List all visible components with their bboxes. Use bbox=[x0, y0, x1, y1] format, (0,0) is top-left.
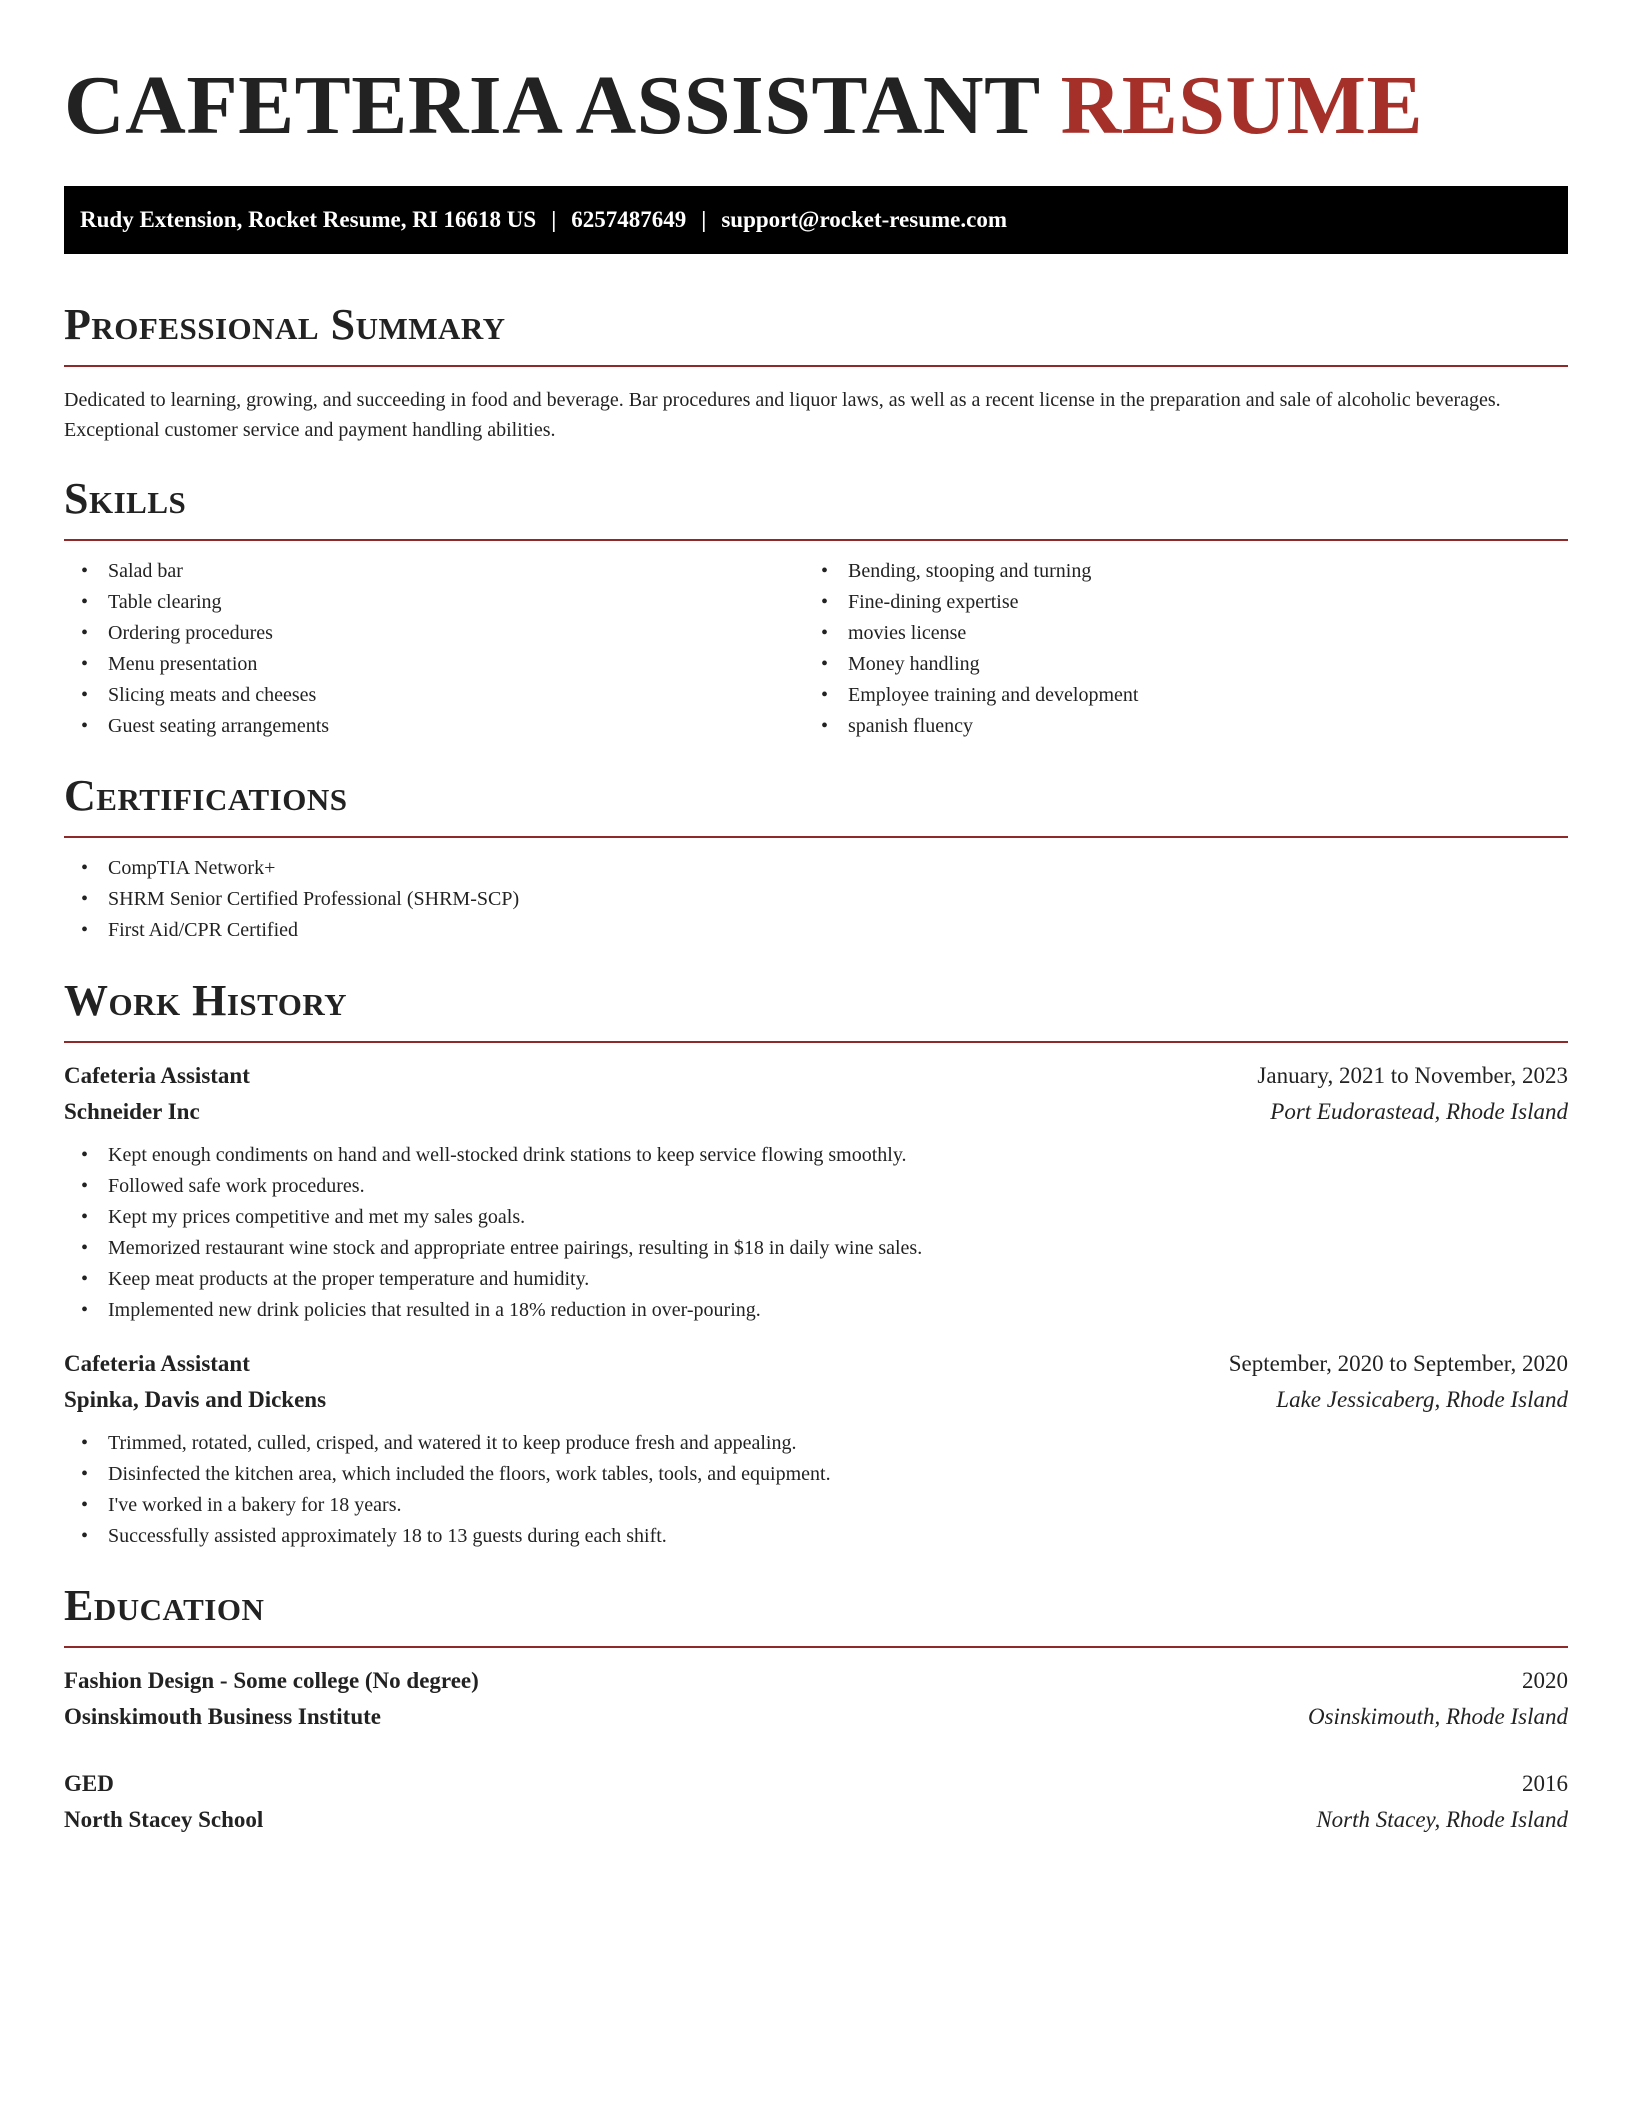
job-location: Port Eudorastead, Rhode Island bbox=[1270, 1099, 1568, 1124]
education-school-row bbox=[64, 1802, 1568, 1838]
job-duty: • Memorized restaurant wine stock and appropriate entree pairings, resulting in $18 in daily wine sales. bbox=[64, 1233, 1568, 1264]
skill-item: • movies license bbox=[804, 618, 1544, 649]
job-duty: • I've worked in a bakery for 18 years. bbox=[64, 1490, 1568, 1521]
job-location: Lake Jessicaberg, Rhode Island bbox=[1276, 1387, 1568, 1412]
job-entry bbox=[64, 1346, 1568, 1552]
education-entry bbox=[64, 1663, 1568, 1735]
job-company: Spinka, Davis and Dickens bbox=[64, 1387, 327, 1412]
certifications-list bbox=[64, 853, 1568, 946]
skill-item: • Menu presentation bbox=[64, 649, 804, 680]
job-header-row bbox=[64, 1058, 1568, 1094]
contact-address: Rudy Extension, Rocket Resume, RI 16618 US bbox=[80, 207, 537, 232]
job-duty: • Keep meat products at the proper temperature and humidity. bbox=[64, 1264, 1568, 1295]
certifications-section bbox=[64, 770, 1568, 946]
skill-item: • Salad bar bbox=[64, 556, 804, 587]
job-duty: • Kept my prices competitive and met my sales goals. bbox=[64, 1202, 1568, 1233]
work-history-heading: Work History bbox=[64, 976, 348, 1025]
education-section bbox=[64, 1580, 1568, 1838]
work-history-section bbox=[64, 975, 1568, 1552]
job-title: Cafeteria Assistant bbox=[64, 1063, 250, 1088]
education-degree: GED bbox=[64, 1771, 114, 1796]
education-location: North Stacey, Rhode Island bbox=[1316, 1807, 1568, 1832]
title-accent: RESUME bbox=[1060, 59, 1423, 152]
skill-item: • Money handling bbox=[804, 649, 1544, 680]
education-year: 2016 bbox=[1522, 1771, 1568, 1796]
skills-list-right bbox=[804, 556, 1544, 742]
skill-item: • spanish fluency bbox=[804, 711, 1544, 742]
education-year: 2020 bbox=[1522, 1668, 1568, 1693]
job-title: Cafeteria Assistant bbox=[64, 1351, 250, 1376]
job-duty: • Successfully assisted approximately 18 to 13 guests during each shift. bbox=[64, 1521, 1568, 1552]
job-dates: January, 2021 to November, 2023 bbox=[1257, 1063, 1568, 1088]
education-degree-row bbox=[64, 1766, 1568, 1802]
education-entry bbox=[64, 1766, 1568, 1838]
certification-item: • CompTIA Network+ bbox=[64, 853, 1568, 884]
skill-item: • Guest seating arrangements bbox=[64, 711, 804, 742]
section-divider bbox=[64, 1041, 1568, 1043]
skills-columns bbox=[64, 556, 1568, 742]
title-main: CAFETERIA ASSISTANT bbox=[64, 59, 1040, 152]
skill-item: • Bending, stooping and turning bbox=[804, 556, 1544, 587]
summary-heading: Professional Summary bbox=[64, 300, 506, 349]
certification-item: • First Aid/CPR Certified bbox=[64, 915, 1568, 946]
summary-text: Dedicated to learning, growing, and succeeding in food and beverage. Bar procedures and liquor laws, as well as a recent license in the preparation and sale of alcoholic beverages. Exceptional customer service and payment handling abilities. bbox=[64, 389, 1501, 441]
job-duty: • Disinfected the kitchen area, which included the floors, work tables, tools, and equipment. bbox=[64, 1459, 1568, 1490]
education-school-row bbox=[64, 1699, 1568, 1735]
contact-separator: | bbox=[551, 207, 557, 232]
job-company: Schneider Inc bbox=[64, 1099, 200, 1124]
section-divider bbox=[64, 365, 1568, 367]
job-company-row bbox=[64, 1382, 1568, 1418]
skills-section bbox=[64, 473, 1568, 742]
job-duty: • Kept enough condiments on hand and well-stocked drink stations to keep service flowing smoothly. bbox=[64, 1140, 1568, 1171]
job-duty: • Implemented new drink policies that resulted in a 18% reduction in over-pouring. bbox=[64, 1295, 1568, 1326]
contact-separator: | bbox=[701, 207, 707, 232]
skill-item: • Fine-dining expertise bbox=[804, 587, 1544, 618]
summary-section bbox=[64, 299, 1568, 445]
skill-item: • Table clearing bbox=[64, 587, 804, 618]
job-duties-list bbox=[64, 1428, 1568, 1552]
education-school: Osinskimouth Business Institute bbox=[64, 1704, 381, 1729]
certification-item: • SHRM Senior Certified Professional (SHRM-SCP) bbox=[64, 884, 1568, 915]
job-dates: September, 2020 to September, 2020 bbox=[1228, 1351, 1568, 1376]
section-divider bbox=[64, 539, 1568, 541]
job-entry bbox=[64, 1058, 1568, 1326]
education-heading: Education bbox=[64, 1581, 265, 1630]
education-degree: Fashion Design - Some college (No degree) bbox=[64, 1668, 479, 1693]
skill-item: • Slicing meats and cheeses bbox=[64, 680, 804, 711]
education-degree-row bbox=[64, 1663, 1568, 1699]
section-divider bbox=[64, 1646, 1568, 1648]
job-company-row bbox=[64, 1094, 1568, 1130]
education-location: Osinskimouth, Rhode Island bbox=[1307, 1704, 1568, 1729]
job-header-row bbox=[64, 1346, 1568, 1382]
contact-phone[interactable]: 6257487649 bbox=[571, 207, 687, 232]
contact-email[interactable]: support@rocket-resume.com bbox=[721, 207, 1007, 232]
education-school: North Stacey School bbox=[64, 1807, 264, 1832]
job-duty: • Followed safe work procedures. bbox=[64, 1171, 1568, 1202]
skills-heading: Skills bbox=[64, 474, 187, 523]
job-duties-list bbox=[64, 1140, 1568, 1326]
certifications-heading: Certifications bbox=[64, 771, 348, 820]
section-divider bbox=[64, 836, 1568, 838]
contact-bar bbox=[64, 186, 1568, 254]
resume-title bbox=[64, 0, 1568, 154]
skill-item: • Employee training and development bbox=[804, 680, 1544, 711]
job-duty: • Trimmed, rotated, culled, crisped, and watered it to keep produce fresh and appealing. bbox=[64, 1428, 1568, 1459]
skills-list-left bbox=[64, 556, 804, 742]
skill-item: • Ordering procedures bbox=[64, 618, 804, 649]
